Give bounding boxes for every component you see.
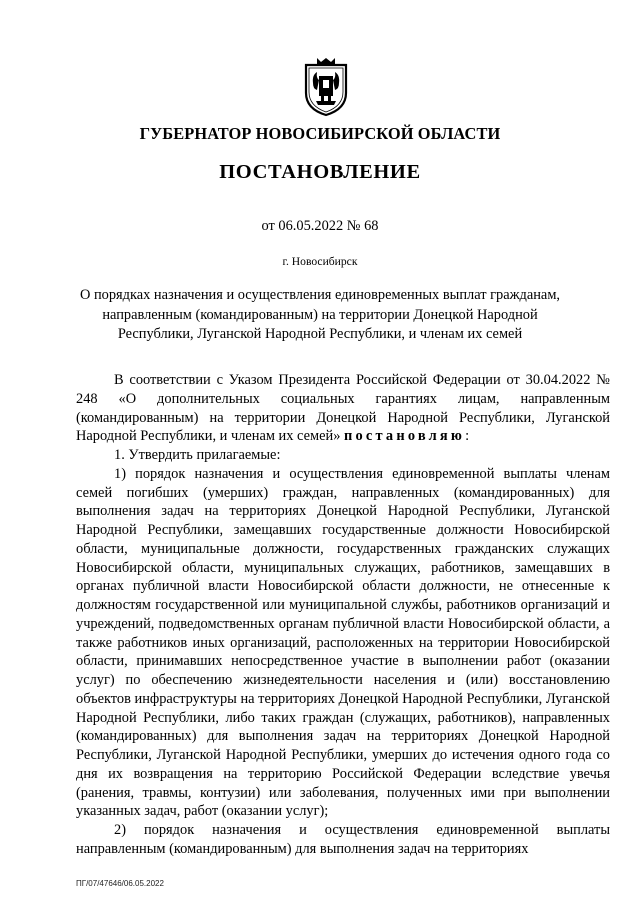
- organization-heading: ГУБЕРНАТОР НОВОСИБИРСКОЙ ОБЛАСТИ: [139, 124, 501, 143]
- document-body: [76, 371, 610, 859]
- document-code: ПГ/07/47646/06.05.2022: [76, 879, 164, 888]
- item-1-2-paragraph: 2) порядок назначения и осуществления единовременной выплаты направленным (командированным) для выполнения задач на территориях: [76, 822, 610, 857]
- item-1-1-paragraph: 1) порядок назначения и осуществления единовременной выплаты членам семей погибших (умерших) граждан, направленных (командированных) для выполнения задач на территориях Донецкой Народной Республики, Луганской Народной Республики, замещавших государственные должности Новосибирской области, муниципальные должности, государственных гражданских служащих Новосибирской области, муниципальных служащих, работников, замещавших в органах публичной власти Новосибирской области должности, не отнесенные к должностям государственной или муниципальной службы, работников организаций и учреждений, подведомственных органам публичной власти Новосибирской области, а также работников иных организаций, расположенных на территории Новосибирской области, принимавших непосредственное участие в выполнении работ (оказании услуг) по обеспечению жизнедеятельности населения и (или) восстановлению объектов инфраструктуры на территориях Донецкой Народной Республики, Луганской Народной Республики, либо таких граждан (служащих, работников), направленных (командированных) для выполнения задач на территориях Донецкой Народной Республики, Луганской Народной Республики, умерших до истечения одного года со дня их возвращения на территорию Российской Федерации вследствие увечья (ранения, травмы, контузии) или заболевания, полученных ими при выполнении указанных задач, работ (оказании услуг);: [76, 465, 610, 820]
- decree-word: постановляю: [344, 428, 466, 445]
- city-line: г. Новосибирск: [282, 255, 358, 268]
- number-prefix: №: [346, 218, 361, 234]
- date-prefix: от: [261, 218, 275, 234]
- document-type-heading: ПОСТАНОВЛЕНИЕ: [219, 161, 421, 183]
- date-number-line: [0, 218, 640, 235]
- decree-punct: :: [465, 428, 470, 445]
- preamble-paragraph: [76, 371, 610, 446]
- document-date: 06.05.2022: [278, 218, 344, 234]
- item-1-paragraph: 1. Утвердить прилагаемые:: [114, 447, 281, 463]
- preamble-text: В соответствии с Указом Президента Российской Федерации от 30.04.2022 № 248 «О дополнительных социальных гарантиях лицам, направленным (командированным) на территории Донецкой Народной Республики, Луганской Народной Республики, и членам их семей»: [76, 372, 610, 445]
- document-title: О порядках назначения и осуществления единовременных выплат гражданам, направленным (командированным) на территории Донецкой Народной Республики, Луганской Народной Республики, и членам их семей: [79, 287, 561, 343]
- document-number: 68: [364, 218, 379, 234]
- coat-of-arms-icon: [304, 57, 348, 117]
